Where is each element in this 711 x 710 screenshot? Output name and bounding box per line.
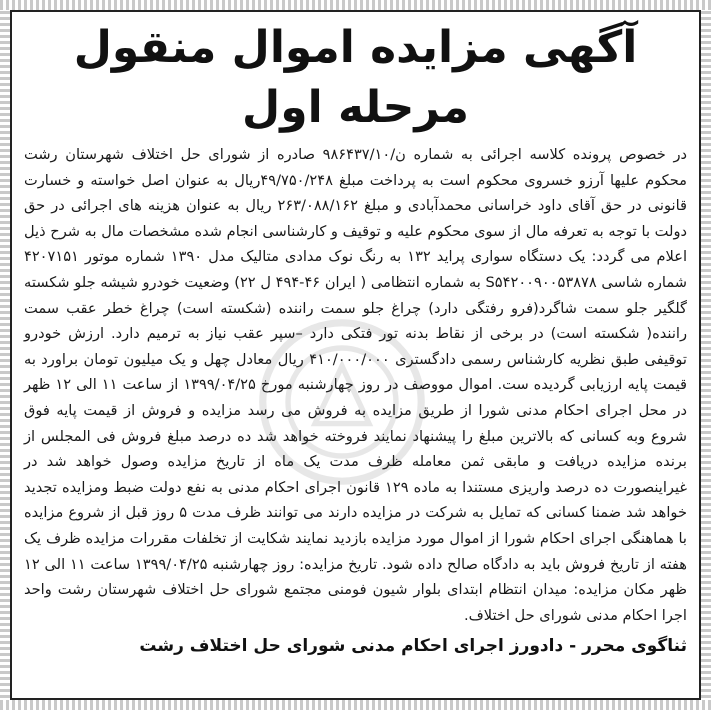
notice-body: در خصوص پرونده کلاسه اجرائی به شماره ن/۹۸۶۴۳۷/۱۰ صادره از شورای حل اختلاف شهرستان رشت محکوم علیها آرزو خسروی محکوم است به پرداخت مبلغ ۴۹/۷۵۰/۲۴۸ریال به عنوان اصل خواسته و خسارت قانونی در حق آقای داود خراسانی محمدآبادی و مبلغ ۲۶۳/۰۸۸/۱۶۲ ریال به عنوان هزینه های اجرائی در حق دولت با توجه به تعرفه مال از سوی محکوم علیه و توقیف و کارشناسی انجام شده مشخصات مال به شرح ذیل اعلام می گردد: یک دستگاه سواری پراید ۱۳۲ به رنگ نوک مدادی متالیک مدل ۱۳۹۰ شماره موتور ۴۲۰۷۱۵۱ شماره شاسی S۵۴۲۰۰۹۰۰۵۳۸۷۸ به شماره انتظامی ( ایران ۴۶-۴۹۴ ل ۲۲) وضعیت خودرو شیشه جلو شکسته گلگیر جلو سمت شاگرد(فرو رفتگی دارد) چراغ جلو سمت راننده (شکسته است) چراغ خطر عقب سمت راننده( شکسته است) در برخی از نقاط بدنه تور فتکی دارد –سپر عقب نیاز به ترمیم دارد. ارزش خودرو توقیفی طبق نظریه کارشناس رسمی دادگستری ۴۱۰/۰۰۰/۰۰۰ ریال معادل چهل و یک میلیون تومان براورد به قیمت پایه ارزیابی گردیده ست. اموال مووصف در روز چهارشنبه مورخ ۱۳۹۹/۰۴/۲۵ از ساعت ۱۱ الی ۱۲ ظهر در محل اجرای احکام مدنی شورا از طریق مزایده به فروش می رسد مزایده و فروش از قیمت پایه فوق شروع وبه کسانی که بالاترین مبلغ را پیشنهاد نمایند فروخته خواهد شد ده درصد مبلغ فروش فی المجلس از برنده مزایده دریافت و مابقی ثمن معامله ظرف مدت یک ماه از تاریخ مزایده وصول خواهد شد در غیراینصورت ده درصد واریزی مستندا به ماده ۱۲۹ قانون اجرای احکام مدنی به نفع دولت ضبط ومزایده تجدید خواهد شد ضمنا کسانی که تمایل به شرکت در مزایده دارند می توانند ظرف مدت ۵ روز قبل از شروع مزایده با هماهنگی اجرای احکام شورا از اموال مورد مزایده بازدید نمایند شکایت از تخلفات مقررات مزایده ظرف یک هفته از تاریخ فروش باید به دادگاه صالح داده شود. تاریخ مزایده: روز چهارشنبه ۱۳۹۹/۰۴/۲۵ ساعت ۱۱ الی ۱۲ ظهر مکان مزایده: میدان انتظام ابتدای بلوار شیون فومنی مجتمع شورای حل اختلاف شهرستان رشت واحد اجرا احکام مدنی شورای حل اختلاف.	[24, 146, 688, 624]
notice-box	[10, 10, 701, 700]
notice-title: آگهی مزایده اموال منقول مرحله اول	[73, 22, 638, 133]
notice-signature: ثناگوی محرر - دادورز اجرای احکام مدنی شورای حل اختلاف رشت	[139, 636, 687, 657]
